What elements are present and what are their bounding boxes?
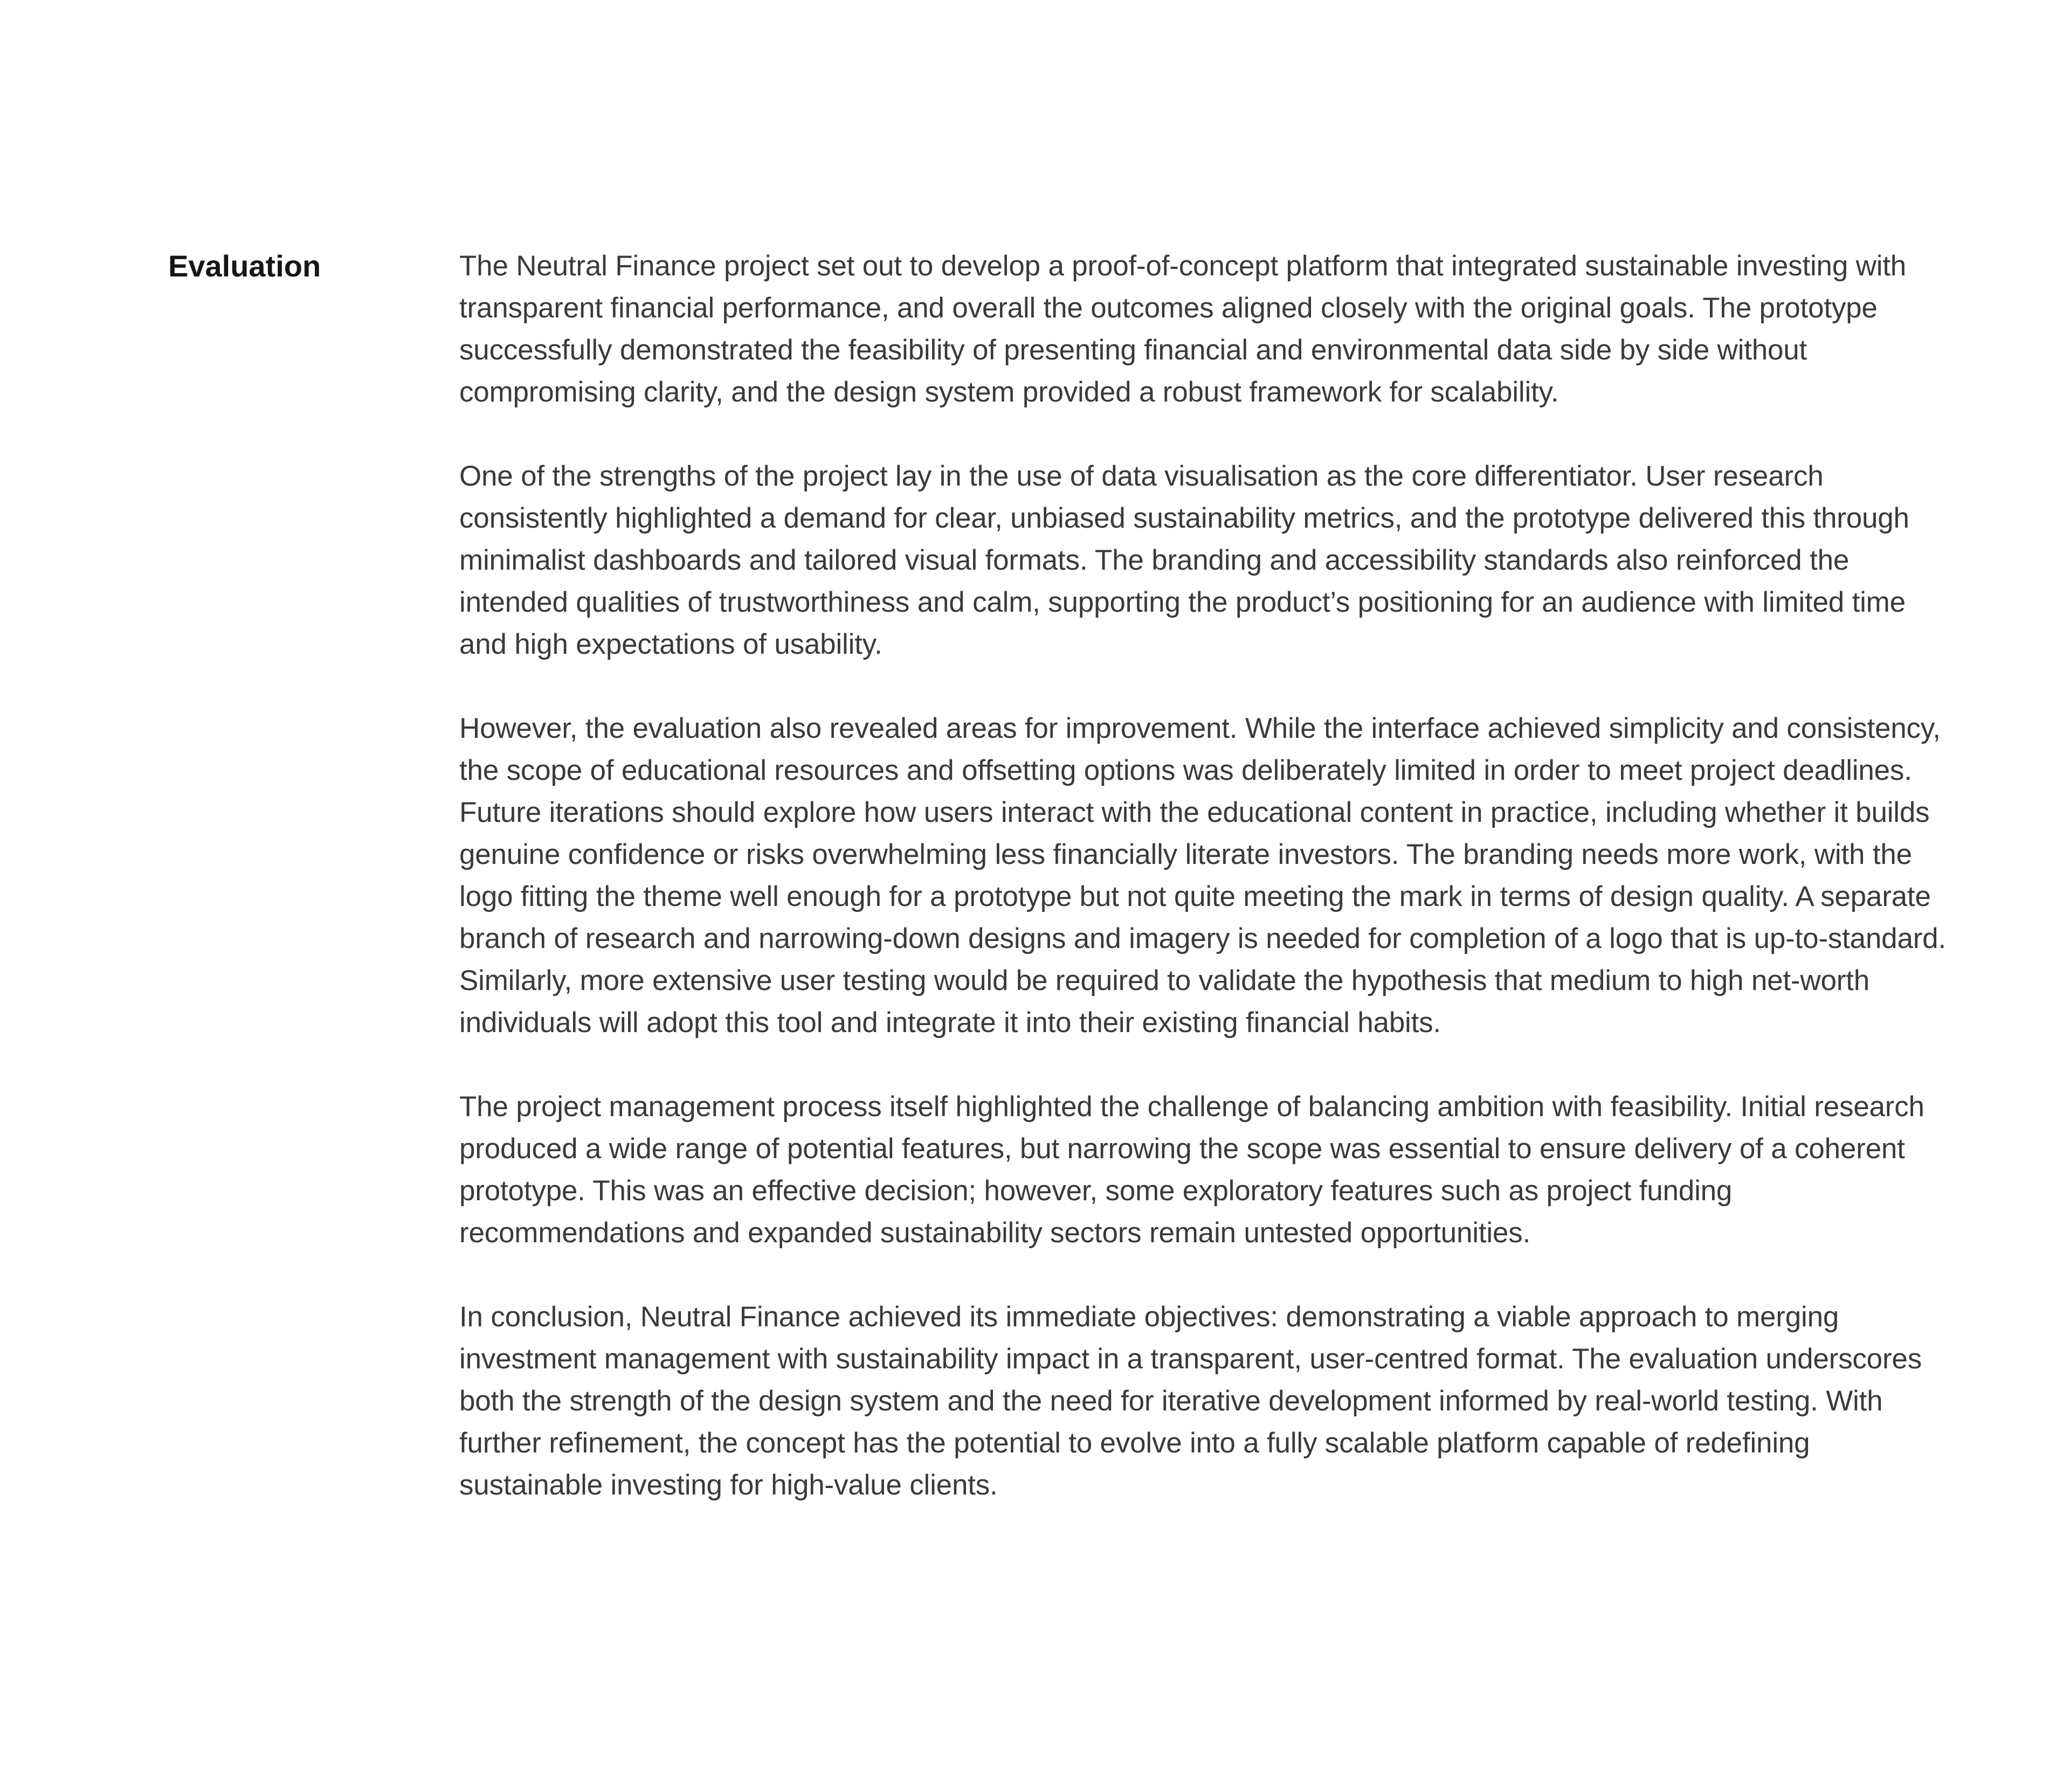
paragraph-strengths: One of the strengths of the project lay in the use of data visualisation as the core differentiator. User research consistently highlighted a demand for clear, unbiased sustainability metrics, and the prototype delivered this through minimalist dashboards and tailored visual formats. The branding and accessibility standards also reinforced the intended qualities of trustworthiness and calm, supporting the product’s positioning for an audience with limited time and high expectations of usability. — [459, 460, 1909, 660]
paragraph-project-management: The project management process itself highlighted the challenge of balancing ambition with feasibility. Initial research produced a wide range of potential features, but narrowing the scope was essential to ensure delivery of a coherent prototype. This was an effective decision; however, some exploratory features such as project funding recommendations and expanded sustainability sectors remain untested opportunities. — [459, 1091, 1924, 1249]
paragraph-intro: The Neutral Finance project set out to develop a proof-of-concept platform that integrated sustainable investing with transparent financial performance, and overall the outcomes aligned closely with the original goals. The prototype successfully demonstrated the feasibility of presenting financial and environmental data side by side without compromising clarity, and the design system provided a robust framework for scalability. — [459, 250, 1907, 408]
section-heading: Evaluation — [168, 249, 321, 283]
evaluation-section — [168, 245, 1947, 1506]
paragraph-conclusion: In conclusion, Neutral Finance achieved its immediate objectives: demonstrating a viable approach to merging investment management with sustainability impact in a transparent, user-centred format. The evaluation underscores both the strength of the design system and the need for iterative development informed by real-world testing. With further refinement, the concept has the potential to evolve into a fully scalable platform capable of redefining sustainable investing for high-value clients. — [459, 1301, 1922, 1501]
paragraph-improvements: However, the evaluation also revealed areas for improvement. While the interface achieved simplicity and consistency, the scope of educational resources and offsetting options was deliberately limited in order to meet project deadlines. Future iterations should explore how users interact with the educational content in practice, including whether it builds genuine confidence or risks overwhelming less financially literate investors. The branding needs more work, with the logo fitting the theme well enough for a prototype but not quite meeting the mark in terms of design quality. A separate branch of research and narrowing-down designs and imagery is needed for completion of a logo that is up-to-standard. Similarly, more extensive user testing would be required to validate the hypothesis that medium to high net-worth individuals will adopt this tool and integrate it into their existing financial habits. — [459, 712, 1946, 1039]
section-body — [459, 245, 1947, 1506]
